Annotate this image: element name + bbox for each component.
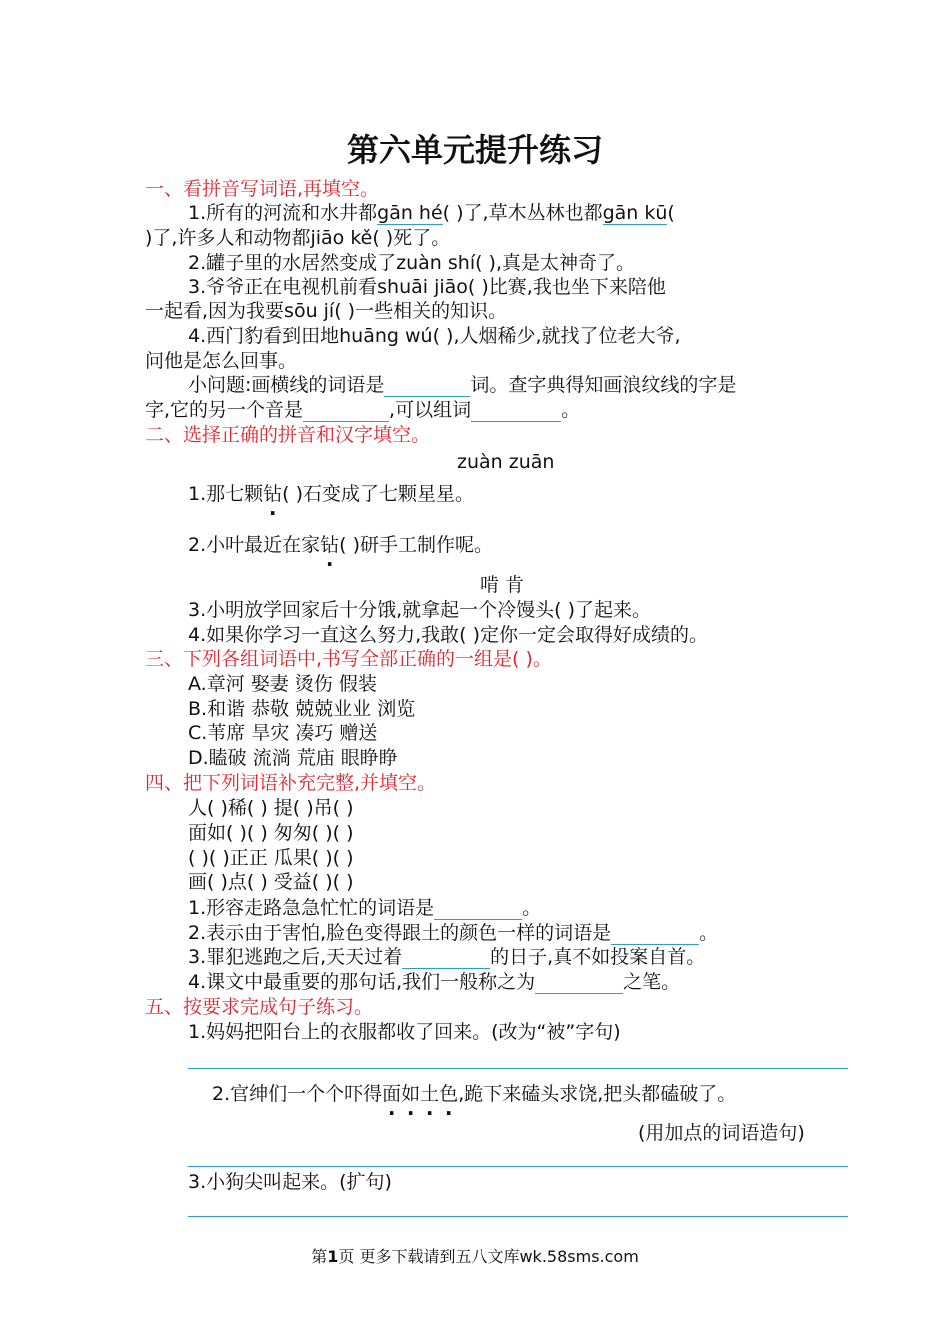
s1-q3-line2: 一起看,因为我要sōu jí( )一些相关的知识。	[145, 300, 508, 322]
answer-line[interactable]	[188, 1068, 848, 1069]
pinyin-sou-ji: sōu jí	[284, 300, 335, 322]
dotted-char: 色	[439, 1083, 459, 1105]
option-d: D.瞌破 流淌 荒庙 眼睁睁	[188, 747, 398, 769]
s5-q2-note: (用加点的词语造句)	[638, 1122, 805, 1144]
option-c: C.苇席 旱灾 凑巧 赠送	[188, 722, 378, 744]
s5-q3: 3.小狗尖叫起来。(扩句)	[188, 1171, 392, 1193]
pinyin-huang-wu: huāng wú	[339, 325, 433, 347]
page-number: 1	[327, 1247, 339, 1266]
s2-q3: 3.小明放学回家后十分饿,就拿起一个冷馒头( )了起来。	[188, 599, 652, 621]
s1-small-question-line2: 字,它的另一个音是 ,可以组词 。	[145, 399, 581, 421]
section-4-heading: 四、把下列词语补充完整,并填空。	[145, 772, 437, 794]
s2-q1: 1.那七颗钻( )石变成了七颗星星。	[188, 483, 475, 505]
s5-q1: 1.妈妈把阳台上的衣服都收了回来。(改为“被”字句)	[188, 1021, 621, 1043]
idiom-row-3: ( )( )正正 瓜果( )( )	[188, 847, 354, 869]
pinyin-zuan-shi: zuàn shí	[396, 252, 476, 274]
answer-line[interactable]	[188, 1216, 848, 1217]
answer-blank[interactable]	[434, 899, 522, 920]
section-3-heading: 三、下列各组词语中,书写全部正确的一组是( )。	[145, 648, 552, 670]
s1-q1-line1: 1.所有的河流和水井都gān hé( )了,草木丛林也都gān kū(	[188, 202, 675, 224]
section-2-heading: 二、选择正确的拼音和汉字填空。	[145, 424, 431, 446]
idiom-row-4: 画( )点( ) 受益( )( )	[188, 871, 354, 893]
dotted-char: 如	[401, 1083, 421, 1105]
s1-small-question-line1: 小问题:画横线的词语是 词。查字典得知画浪纹线的字是	[188, 374, 737, 396]
pinyin-gan-ku: gān kū	[602, 202, 668, 224]
s1-q4-line2: 问他是怎么回事。	[145, 350, 298, 372]
option-a: A.章河 娶妻 烫伤 假装	[188, 673, 377, 695]
pinyin-jiao-ke: jiāo kě	[310, 227, 373, 249]
dotted-char: 钻	[320, 534, 340, 556]
page-title: 第六单元提升练习	[346, 131, 603, 169]
s4-q2: 2.表示由于害怕,脸色变得跟土的颜色一样的词语是 。	[188, 922, 719, 944]
option-b: B.和谐 恭敬 兢兢业业 浏览	[188, 698, 416, 720]
s1-q2: 2.罐子里的水居然变成了zuàn shí( ),真是太神奇了。	[188, 252, 636, 274]
s1-q3-line1: 3.爷爷正在电视机前看shuāi jiāo( )比赛,我也坐下来陪他	[188, 276, 666, 298]
hanzi-options: 啃 肯	[480, 574, 525, 596]
answer-blank[interactable]	[471, 401, 561, 422]
idiom-row-2: 面如( )( ) 匆匆( )( )	[188, 822, 354, 844]
answer-blank[interactable]	[535, 973, 623, 994]
s2-q2: 2.小叶最近在家钻( )研手工制作呢。	[188, 534, 494, 556]
dotted-char: 土	[420, 1083, 440, 1105]
s5-q2: 2.官绅们一个个吓得面如土色,跪下来磕头求饶,把头都磕破了。	[212, 1083, 737, 1105]
answer-blank[interactable]	[303, 401, 389, 422]
s2-q4: 4.如果你学习一直这么努力,我敢( )定你一定会取得好成绩的。	[188, 624, 709, 646]
s4-q4: 4.课文中最重要的那句话,我们一般称之为 之笔。	[188, 971, 681, 993]
answer-line[interactable]	[188, 1166, 848, 1167]
s1-q4-line1: 4.西门豹看到田地huāng wú( ),人烟稀少,就找了位老大爷,	[188, 325, 681, 347]
pinyin-gan-he: gān hé	[377, 202, 443, 224]
site-link[interactable]: wk.58sms.com	[519, 1247, 639, 1266]
s1-q1-line2: )了,许多人和动物都jiāo kě( )死了。	[145, 227, 451, 249]
answer-blank[interactable]	[384, 376, 470, 397]
section-1-heading: 一、看拼音写词语,再填空。	[145, 178, 380, 200]
pinyin-options: zuàn zuān	[457, 451, 555, 473]
s4-q3: 3.罪犯逃跑之后,天天过着 的日子,真不如投案自首。	[188, 946, 706, 968]
section-5-heading: 五、按要求完成句子练习。	[145, 996, 374, 1018]
dotted-char: 钻	[263, 483, 283, 505]
page-footer: 第1页 更多下载请到五八文库wk.58sms.com	[311, 1247, 639, 1266]
s4-q1: 1.形容走路急急忙忙的词语是 。	[188, 897, 542, 919]
pinyin-shuai-jiao: shuāi jiāo	[377, 276, 468, 298]
answer-blank[interactable]	[402, 948, 490, 969]
answer-blank[interactable]	[611, 924, 699, 945]
idiom-row-1: 人( )稀( ) 提( )吊( )	[188, 797, 354, 819]
dotted-char: 面	[382, 1083, 402, 1105]
